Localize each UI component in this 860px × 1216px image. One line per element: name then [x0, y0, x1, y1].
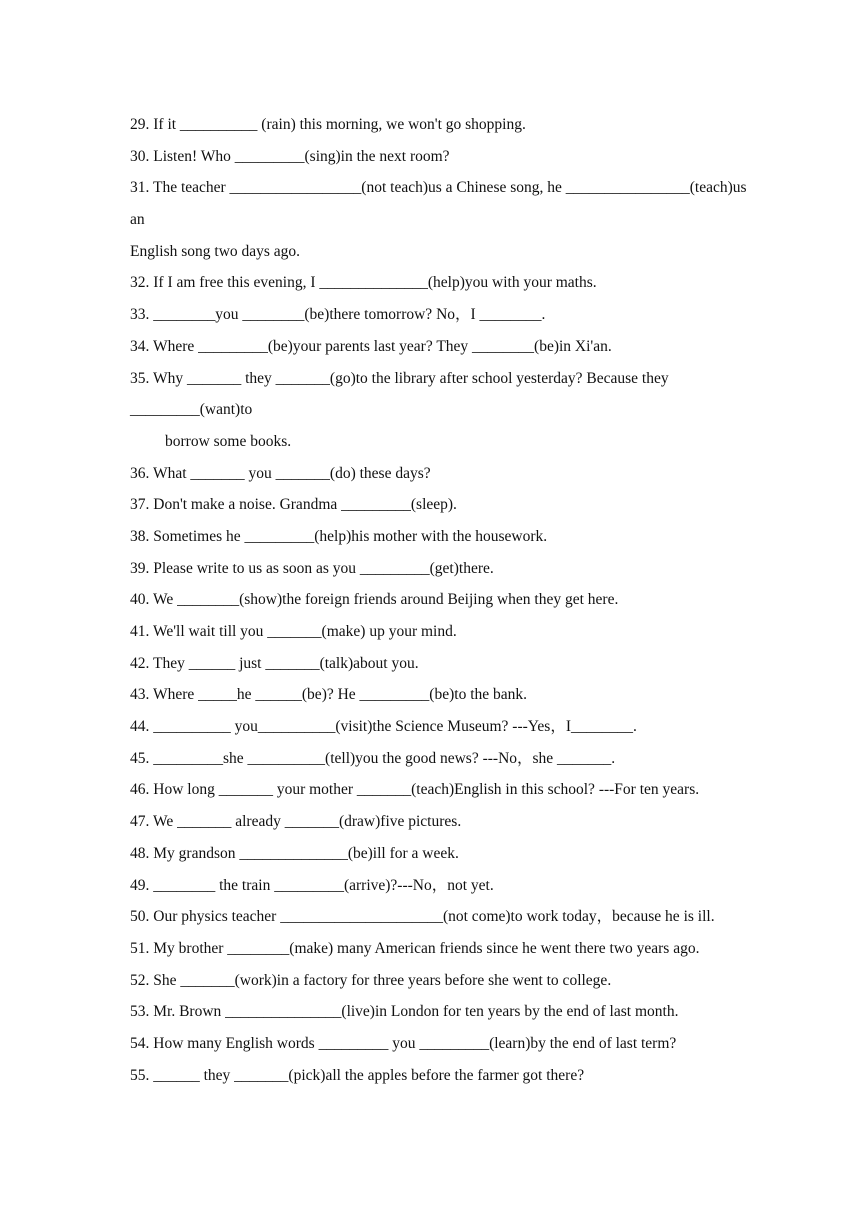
exercise-line: 34. Where _________(be)your parents last year? They ________(be)in Xi'an.	[130, 337, 612, 355]
exercise-line: 54. How many English words _________ you _________(learn)by the end of last term?	[130, 1034, 677, 1052]
exercise-line: 40. We ________(show)the foreign friends around Beijing when they get here.	[130, 591, 619, 609]
exercise-line: 55. ______ they _______(pick)all the apples before the farmer got there?	[130, 1066, 585, 1084]
exercise-line: English song two days ago.	[130, 242, 301, 260]
exercise-line: 46. How long _______ your mother _______(teach)English in this school? ---For ten years.	[130, 781, 700, 799]
exercise-line: 44. __________ you__________(visit)the Science Museum? ---Yes，I________.	[130, 718, 637, 736]
exercise-line: 51. My brother ________(make) many American friends since he went there two years ago.	[130, 939, 700, 957]
exercise-line: 45. _________she __________(tell)you the good news? ---No，she _______.	[130, 749, 616, 767]
exercise-line: 32. If I am free this evening, I ______________(help)you with your maths.	[130, 274, 597, 292]
exercise-line: 29. If it __________ (rain) this morning, we won't go shopping.	[130, 116, 526, 133]
exercise-list	[130, 112, 830, 1094]
exercise-line: 38. Sometimes he _________(help)his mother with the housework.	[130, 527, 548, 545]
exercise-line: 31. The teacher _________________(not teach)us a Chinese song, he ________________(teach)us	[130, 179, 747, 197]
exercise-line: _________(want)to	[130, 401, 253, 419]
exercise-line: 37. Don't make a noise. Grandma _________(sleep).	[130, 496, 457, 514]
exercise-line: 39. Please write to us as soon as you _________(get)there.	[130, 559, 494, 577]
exercise-line: 49. ________ the train _________(arrive)?---No，not yet.	[130, 876, 494, 894]
exercise-line: 47. We _______ already _______(draw)five pictures.	[130, 813, 462, 831]
exercise-line: 41. We'll wait till you _______(make) up your mind.	[130, 623, 457, 640]
exercise-line: 43. Where _____he ______(be)? He _________(be)to the bank.	[130, 686, 528, 704]
exercise-line: 48. My grandson ______________(be)ill for a week.	[130, 844, 459, 862]
exercise-line: 35. Why _______ they _______(go)to the library after school yesterday? Because they	[130, 369, 669, 387]
exercise-line: 52. She _______(work)in a factory for three years before she went to college.	[130, 971, 612, 989]
exercise-line: 33. ________you ________(be)there tomorrow? No，I ________.	[130, 306, 546, 324]
exercise-line: 36. What _______ you _______(do) these days?	[130, 464, 431, 482]
exercise-line: borrow some books.	[165, 432, 292, 450]
exercise-line: 50. Our physics teacher _____________________(not come)to work today，because he is ill.	[130, 908, 715, 926]
exercise-line: 42. They ______ just _______(talk)about you.	[130, 654, 419, 672]
exercise-line: 53. Mr. Brown _______________(live)in London for ten years by the end of last month.	[130, 1003, 679, 1021]
exercise-line: 30. Listen! Who _________(sing)in the next room?	[130, 147, 450, 165]
exercise-line: an	[130, 211, 145, 229]
